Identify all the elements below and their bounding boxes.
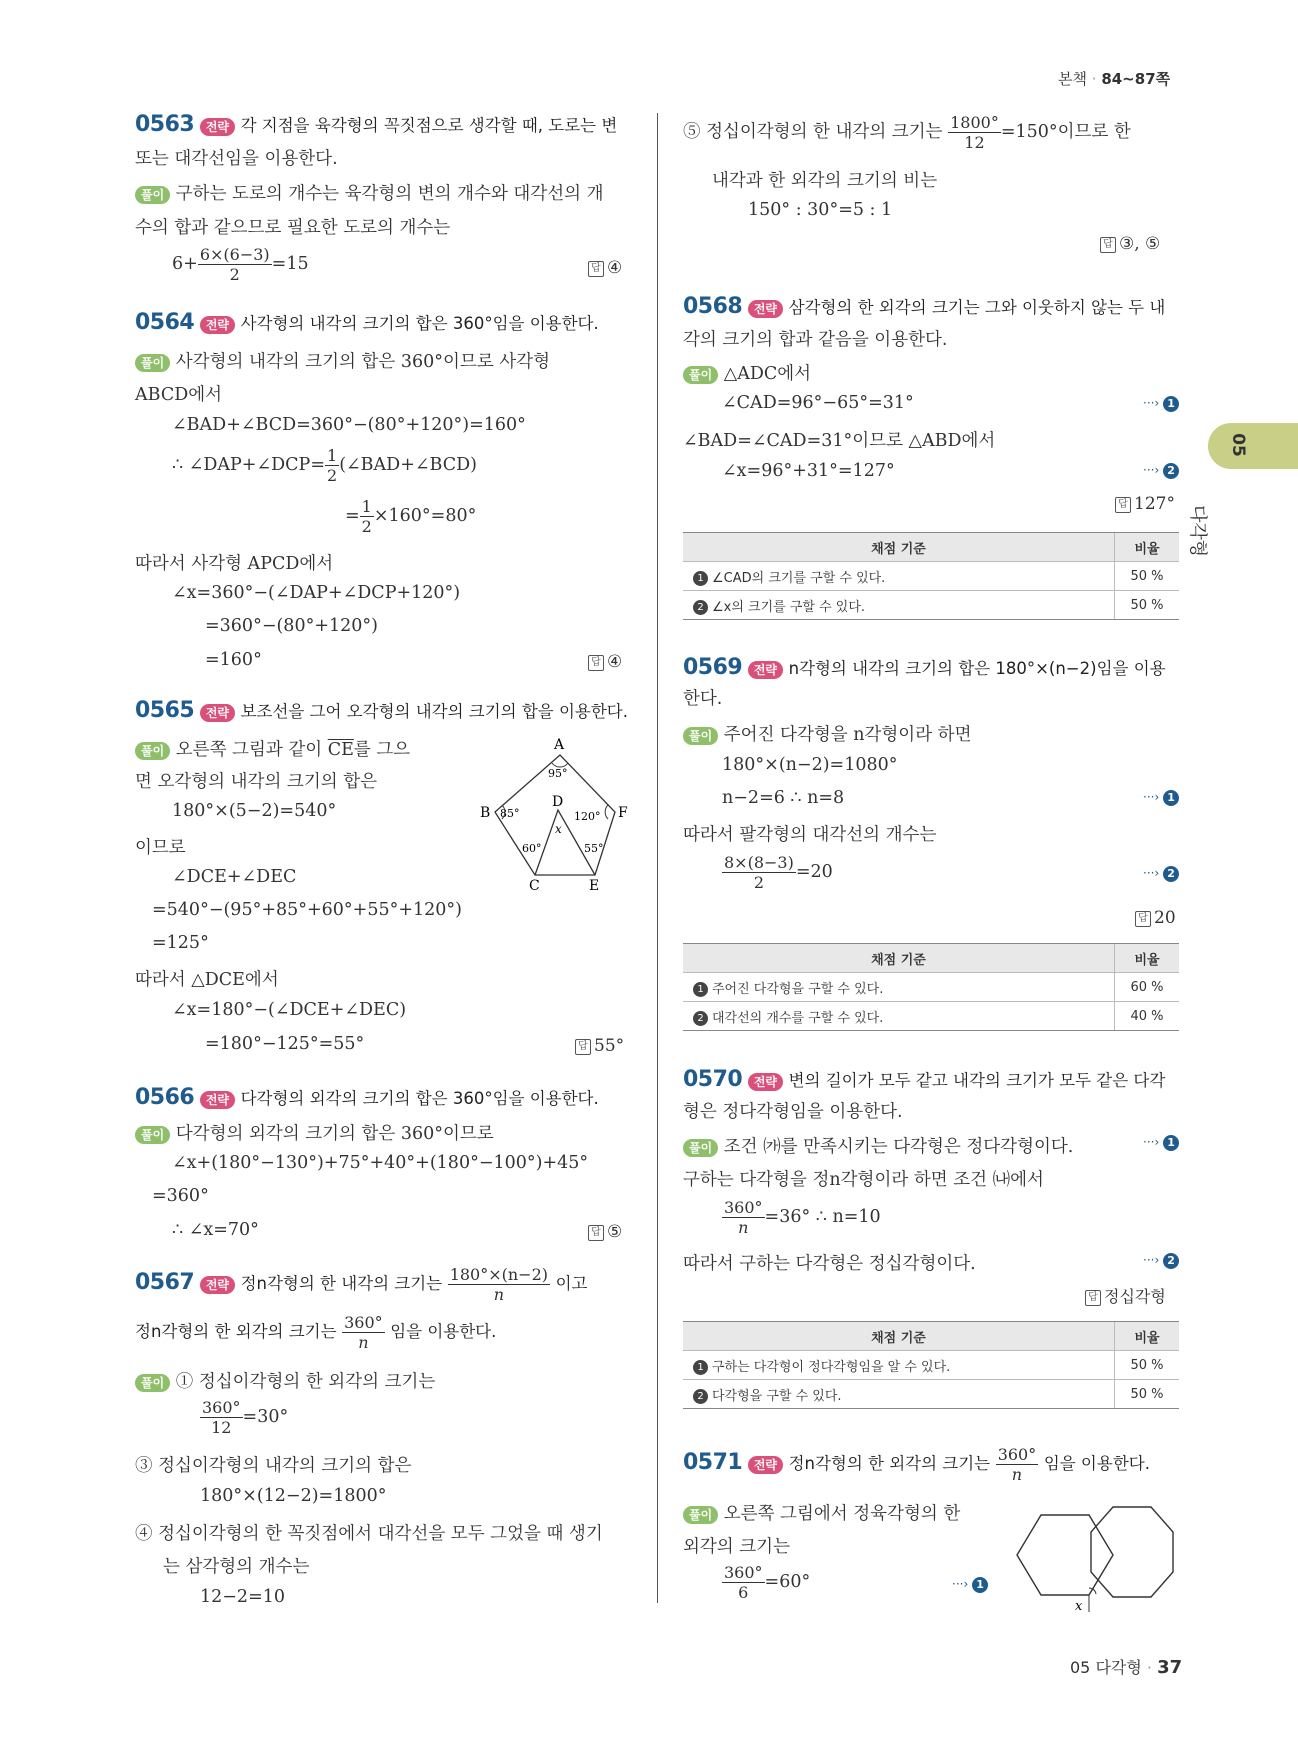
segment-label: $\overline{CE}$ — [327, 740, 354, 760]
equation: =540°−(95°+85°+60°+55°+120°) — [152, 900, 463, 920]
row-number: 2 — [693, 1389, 708, 1404]
table-row — [683, 973, 1179, 1002]
row-ratio: 50 % — [1115, 591, 1180, 620]
row-ratio: 40 % — [1115, 1002, 1180, 1031]
equation: ∠x=96°+31°=127° — [722, 461, 895, 481]
strategy-text: n각형의 내각의 크기의 합은 180°×(n−2)임을 이용 — [788, 659, 1166, 678]
solution-text: 오른쪽 그림과 같이 — [175, 740, 323, 760]
solution-text: 수의 합과 같으므로 필요한 도로의 개수는 — [135, 218, 451, 238]
footer-page-number: 37 — [1157, 1657, 1183, 1678]
strategy-text: 각의 크기의 합과 같음을 이용한다. — [683, 330, 948, 350]
header-pages: 84~87쪽 — [1101, 70, 1171, 88]
strategy-badge: 전략 — [748, 1456, 783, 1474]
row-ratio: 60 % — [1115, 973, 1180, 1002]
eq-part: ∴ ∠DAP+∠DCP= — [172, 455, 325, 475]
strategy-text: 사각형의 내각의 크기의 합은 360°임을 이용한다. — [240, 314, 599, 333]
angle-x: x — [555, 822, 562, 836]
octagon — [1091, 1507, 1173, 1597]
answer-value: 127° — [1134, 494, 1175, 514]
answer — [1100, 234, 1160, 254]
solution-line — [683, 721, 972, 746]
eq-part: =15 — [271, 254, 309, 274]
score-header: 채점 기준 — [683, 944, 1115, 973]
page-header: 본책 · 84~87쪽 — [1058, 70, 1171, 88]
row-text: 주어진 다각형을 구할 수 있다. — [712, 981, 884, 997]
fraction — [948, 113, 1001, 152]
row-ratio: 50 % — [1115, 562, 1180, 591]
ratio-header: 비율 — [1115, 1322, 1180, 1351]
numerator: 1 — [361, 497, 372, 516]
equation: 180°×(n−2)=1080° — [722, 755, 898, 775]
row-number: 2 — [693, 1011, 708, 1026]
solution-text: 조건 ㈎를 만족시키는 다각형은 정다각형이다. — [723, 1137, 1074, 1157]
denominator: n — [493, 1285, 504, 1304]
eq-part: =36° ∴ n=10 — [764, 1207, 881, 1227]
fraction — [360, 497, 374, 536]
problem-number: 0567 — [135, 1270, 195, 1295]
equation — [683, 113, 1131, 152]
equation: ∴ ∠x=70° — [172, 1220, 259, 1240]
step-number: 2 — [1163, 866, 1179, 882]
solution-text: ABCD에서 — [135, 385, 223, 405]
column-divider — [657, 113, 658, 1603]
problem-0569-strategy — [683, 655, 1166, 680]
answer-value: 정십각형 — [1104, 1287, 1166, 1306]
denominator: 2 — [361, 517, 372, 536]
row-ratio: 50 % — [1115, 1380, 1180, 1409]
answer — [588, 1222, 622, 1242]
solution-text: ④ 정십이각형의 한 꼭짓점에서 대각선을 모두 그었을 때 생기 — [135, 1524, 603, 1544]
label-C: C — [529, 878, 540, 890]
angle-95: 95° — [548, 767, 568, 780]
solution-text: 오른쪽 그림에서 정육각형의 한 — [723, 1504, 961, 1524]
answer-icon: 답 — [588, 261, 604, 277]
solution-text: =150°이므로 한 — [1000, 122, 1131, 142]
row-text: 다각형을 구할 수 있다. — [712, 1388, 842, 1404]
solution-text: 따라서 △DCE에서 — [135, 970, 279, 990]
score-header: 채점 기준 — [683, 533, 1115, 562]
hexagon — [1017, 1515, 1113, 1595]
numerator: 1800° — [950, 113, 999, 132]
strategy-badge: 전략 — [200, 316, 235, 334]
label-E: E — [589, 878, 600, 890]
numerator: 180°×(n−2) — [449, 1265, 549, 1284]
step-number: 2 — [1163, 1253, 1179, 1269]
problem-number: 0568 — [683, 294, 743, 319]
denominator: 2 — [753, 873, 765, 892]
answer-icon: 답 — [575, 1039, 591, 1055]
label-D: D — [552, 794, 564, 810]
strategy-badge: 전략 — [748, 661, 783, 679]
eq-part: = — [345, 506, 360, 526]
answer-icon: 답 — [1085, 1290, 1101, 1306]
strategy-badge: 전략 — [200, 1091, 235, 1109]
problem-0570-strategy — [683, 1067, 1165, 1092]
equation — [345, 497, 476, 536]
strategy-text: 형은 정다각형임을 이용한다. — [683, 1102, 903, 1122]
equation — [200, 1398, 288, 1437]
denominator: n — [738, 1218, 749, 1237]
eq-part: 6+ — [172, 254, 198, 274]
solution-text: 따라서 사각형 APCD에서 — [135, 554, 334, 574]
eq-part: ×160°=80° — [373, 506, 477, 526]
step-number: 2 — [1163, 463, 1179, 479]
row-number: 1 — [693, 982, 708, 997]
strategy-text: 정n각형의 한 외각의 크기는 — [788, 1454, 991, 1473]
solution-text: 는 삼각형의 개수는 — [163, 1557, 310, 1577]
solution-text: 따라서 팔각형의 대각선의 개수는 — [683, 825, 937, 845]
footer-chapter: 05 다각형 — [1070, 1658, 1142, 1677]
answer — [575, 1036, 624, 1056]
equation: 180°×(12−2)=1800° — [200, 1486, 387, 1506]
answer-value: ④ — [607, 652, 623, 672]
solution-badge: 풀이 — [683, 366, 718, 384]
fraction — [722, 853, 796, 892]
answer-icon: 답 — [1115, 497, 1131, 513]
equation: ∠CAD=96°−65°=31° — [722, 393, 914, 413]
solution-text: 이므로 — [135, 838, 186, 858]
strategy-text: 임을 이용한다. — [1043, 1454, 1150, 1473]
answer — [588, 652, 622, 672]
fraction — [722, 1563, 765, 1602]
page-footer: 05 다각형 · 37 — [1070, 1657, 1183, 1678]
problem-0571-strategy — [683, 1445, 1150, 1484]
table-row — [683, 562, 1179, 591]
step-number: 1 — [1163, 790, 1179, 806]
equation: =125° — [152, 933, 209, 953]
solution-badge: 풀이 — [135, 1126, 170, 1144]
header-book: 본책 — [1058, 70, 1087, 88]
table-row — [683, 1380, 1179, 1409]
strategy-text: 이고 — [555, 1274, 588, 1293]
problem-0567-strategy — [135, 1265, 587, 1304]
solution-text: 따라서 구하는 다각형은 정십각형이다. — [683, 1254, 976, 1274]
solution-badge: 풀이 — [135, 742, 170, 760]
table-row — [683, 591, 1179, 620]
solution-text: 주어진 다각형을 n각형이라 하면 — [723, 725, 972, 745]
strategy-line — [135, 1313, 496, 1352]
solution-line — [135, 736, 410, 761]
strategy-badge: 전략 — [200, 704, 235, 722]
denominator: 12 — [964, 133, 985, 152]
answer — [588, 258, 622, 278]
fraction — [722, 1198, 765, 1237]
chapter-side-tab — [1208, 423, 1298, 469]
solution-badge: 풀이 — [683, 727, 718, 745]
pentagon-figure — [470, 735, 630, 890]
solution-text: 사각형의 내각의 크기의 합은 360°이므로 사각형 — [175, 352, 551, 372]
equation: 180°×(5−2)=540° — [172, 801, 337, 821]
row-text: 대각선의 개수를 구할 수 있다. — [712, 1010, 884, 1026]
solution-badge: 풀이 — [135, 186, 170, 204]
fraction — [198, 245, 272, 284]
scoring-table — [683, 532, 1179, 620]
problem-0564-strategy — [135, 310, 599, 335]
problem-number: 0566 — [135, 1085, 195, 1110]
equation: =180°−125°=55° — [205, 1034, 365, 1054]
strategy-text: 보조선을 그어 오각형의 내각의 크기의 합을 이용한다. — [240, 702, 628, 721]
strategy-text: 임을 이용한다. — [390, 1322, 497, 1341]
fraction — [342, 1313, 385, 1352]
numerator: 6×(6−3) — [199, 245, 270, 264]
strategy-text: 삼각형의 한 외각의 크기는 그와 이웃하지 않는 두 내 — [788, 298, 1166, 317]
step-marker-2: ···› 2 — [1143, 1253, 1179, 1269]
solution-text: ⑤ 정십이각형의 한 내각의 크기는 — [683, 122, 943, 142]
answer-icon: 답 — [588, 655, 604, 671]
strategy-text: 정n각형의 한 내각의 크기는 — [240, 1274, 443, 1293]
strategy-badge: 전략 — [748, 1073, 783, 1091]
denominator: 12 — [211, 1418, 232, 1437]
strategy-text: 또는 대각선임을 이용한다. — [135, 149, 338, 169]
denominator: 2 — [229, 265, 240, 284]
fraction — [448, 1265, 550, 1304]
step-marker-2: ···› 2 — [1143, 463, 1179, 479]
answer — [1135, 908, 1176, 928]
hexagon-octagon-figure — [1015, 1500, 1185, 1615]
numerator: 360° — [344, 1313, 383, 1332]
equation: n−2=6 ∴ n=8 — [722, 788, 845, 808]
strategy-badge: 전략 — [748, 300, 783, 318]
answer — [1115, 494, 1175, 514]
angle-x: x — [1075, 1599, 1083, 1614]
problem-number: 0564 — [135, 310, 195, 335]
equation: 150° : 30°=5 : 1 — [748, 200, 893, 220]
numerator: 8×(8−3) — [724, 853, 794, 872]
answer — [1085, 1284, 1166, 1307]
numerator: 360° — [724, 1198, 763, 1217]
solution-badge: 풀이 — [683, 1506, 718, 1524]
equation: ∠DCE+∠DEC — [172, 867, 297, 887]
scoring-table — [683, 943, 1179, 1031]
solution-line — [135, 180, 604, 205]
equation: =160° — [205, 650, 262, 670]
eq-part: =30° — [242, 1407, 289, 1427]
problem-0568-strategy — [683, 294, 1165, 319]
strategy-text: 각 지점을 육각형의 꼭짓점으로 생각할 때, 도로는 변 — [240, 116, 618, 135]
numerator: 360° — [997, 1445, 1037, 1464]
angle-120: 120° — [574, 810, 601, 823]
denominator: n — [1011, 1465, 1023, 1484]
solution-text: △ADC에서 — [723, 364, 812, 384]
angle-60: 60° — [522, 842, 542, 855]
answer-value: ⑤ — [607, 1222, 623, 1242]
numerator: 360° — [202, 1398, 241, 1417]
equation — [172, 446, 477, 485]
strategy-text: 한다. — [683, 689, 723, 709]
answer-icon: 답 — [1100, 237, 1116, 253]
fraction — [325, 446, 339, 485]
fraction — [200, 1398, 243, 1437]
row-number: 2 — [693, 600, 708, 615]
solution-text: 를 그으 — [353, 740, 411, 760]
row-text: 구하는 다각형이 정다각형임을 알 수 있다. — [712, 1359, 951, 1375]
solution-line — [683, 1500, 960, 1525]
problem-0566-strategy — [135, 1085, 599, 1110]
equation — [172, 245, 309, 284]
denominator: n — [358, 1333, 369, 1352]
solution-text: 면 오각형의 내각의 크기의 합은 — [135, 772, 378, 792]
numerator: 1 — [327, 446, 338, 465]
angle-55: 55° — [584, 842, 604, 855]
step-marker-1: ···› 1 — [952, 1577, 988, 1593]
side-tab-title: 다각형 — [1187, 505, 1208, 558]
solution-text: 내각과 한 외각의 크기의 비는 — [712, 171, 938, 191]
answer-value: 55° — [594, 1036, 625, 1056]
equation — [722, 1563, 810, 1602]
equation: 12−2=10 — [200, 1587, 285, 1607]
solution-badge: 풀이 — [135, 354, 170, 372]
angle-85: 85° — [500, 807, 520, 820]
step-number: 1 — [1163, 1135, 1179, 1151]
solution-text: ① 정십이각형의 한 외각의 크기는 — [175, 1372, 436, 1392]
answer-value: ④ — [607, 258, 623, 278]
row-ratio: 50 % — [1115, 1351, 1180, 1380]
problem-0563-strategy — [135, 112, 617, 137]
solution-text: ∠BAD=∠CAD=31°이므로 △ABD에서 — [683, 431, 996, 451]
solution-badge: 풀이 — [683, 1139, 718, 1157]
answer-value: ③, ⑤ — [1119, 234, 1161, 254]
answer-value: 20 — [1154, 908, 1176, 928]
strategy-badge: 전략 — [200, 118, 235, 136]
ratio-header: 비율 — [1115, 944, 1180, 973]
problem-number: 0569 — [683, 655, 743, 680]
fraction — [996, 1445, 1039, 1484]
denominator: 6 — [738, 1583, 749, 1602]
solution-line — [683, 360, 811, 385]
scoring-table — [683, 1321, 1179, 1409]
equation: ∠BAD+∠BCD=360°−(80°+120°)=160° — [172, 415, 526, 435]
eq-part: =60° — [764, 1572, 811, 1592]
eq-part: (∠BAD+∠BCD) — [339, 455, 477, 475]
step-marker-1: ···› 1 — [1143, 1135, 1179, 1151]
solution-line — [135, 1120, 494, 1145]
problem-0565-strategy — [135, 698, 628, 723]
row-text: ∠CAD의 크기를 구할 수 있다. — [712, 570, 886, 586]
strategy-text: 정n각형의 한 외각의 크기는 — [135, 1322, 337, 1341]
denominator: 2 — [327, 466, 338, 485]
solution-text: 구하는 다각형을 정n각형이라 하면 조건 ㈏에서 — [683, 1170, 1044, 1190]
strategy-badge: 전략 — [200, 1276, 235, 1294]
strategy-text: 다각형의 외각의 크기의 합은 360°임을 이용한다. — [240, 1089, 599, 1108]
problem-number: 0571 — [683, 1450, 743, 1475]
table-row — [683, 1351, 1179, 1380]
solution-line — [683, 1133, 1073, 1158]
label-B: B — [480, 805, 491, 821]
table-row — [683, 1002, 1179, 1031]
equation: ∠x=180°−(∠DCE+∠DEC) — [172, 1000, 407, 1020]
solution-text: 다각형의 외각의 크기의 합은 360°이므로 — [175, 1124, 494, 1144]
equation: =360° — [152, 1186, 209, 1206]
problem-number: 0570 — [683, 1067, 743, 1092]
step-marker-1: ···› 1 — [1143, 396, 1179, 412]
equation — [722, 1198, 881, 1237]
answer-icon: 답 — [588, 1225, 604, 1241]
solution-text: 구하는 도로의 개수는 육각형의 변의 개수와 대각선의 개 — [175, 184, 604, 204]
answer-icon: 답 — [1135, 911, 1151, 927]
numerator: 360° — [724, 1563, 763, 1582]
side-tab-number: 05 — [1227, 433, 1248, 457]
solution-line — [135, 1368, 435, 1393]
equation: ∠x=360°−(∠DAP+∠DCP+120°) — [172, 583, 461, 603]
solution-text: 외각의 크기는 — [683, 1537, 790, 1557]
ratio-header: 비율 — [1115, 533, 1180, 562]
equation: =360°−(80°+120°) — [205, 616, 378, 636]
row-text: ∠x의 크기를 구할 수 있다. — [712, 599, 866, 615]
equation — [722, 853, 833, 892]
solution-line — [135, 348, 550, 373]
row-number: 1 — [693, 571, 708, 586]
solution-text: ③ 정십이각형의 내각의 크기의 합은 — [135, 1456, 412, 1476]
equation: ∠x+(180°−130°)+75°+40°+(180°−100°)+45° — [172, 1153, 589, 1173]
step-marker-2: ···› 2 — [1143, 866, 1179, 882]
eq-part: =20 — [795, 862, 833, 882]
problem-number: 0565 — [135, 698, 195, 723]
strategy-text: 변의 길이가 모두 같고 내각의 크기가 모두 같은 다각 — [788, 1071, 1166, 1090]
step-marker-1: ···› 1 — [1143, 790, 1179, 806]
row-number: 1 — [693, 1360, 708, 1375]
label-F: F — [618, 805, 628, 821]
solution-badge: 풀이 — [135, 1374, 170, 1392]
score-header: 채점 기준 — [683, 1322, 1115, 1351]
step-number: 1 — [972, 1577, 988, 1593]
label-A: A — [554, 737, 565, 753]
step-number: 1 — [1163, 396, 1179, 412]
problem-number: 0563 — [135, 112, 195, 137]
